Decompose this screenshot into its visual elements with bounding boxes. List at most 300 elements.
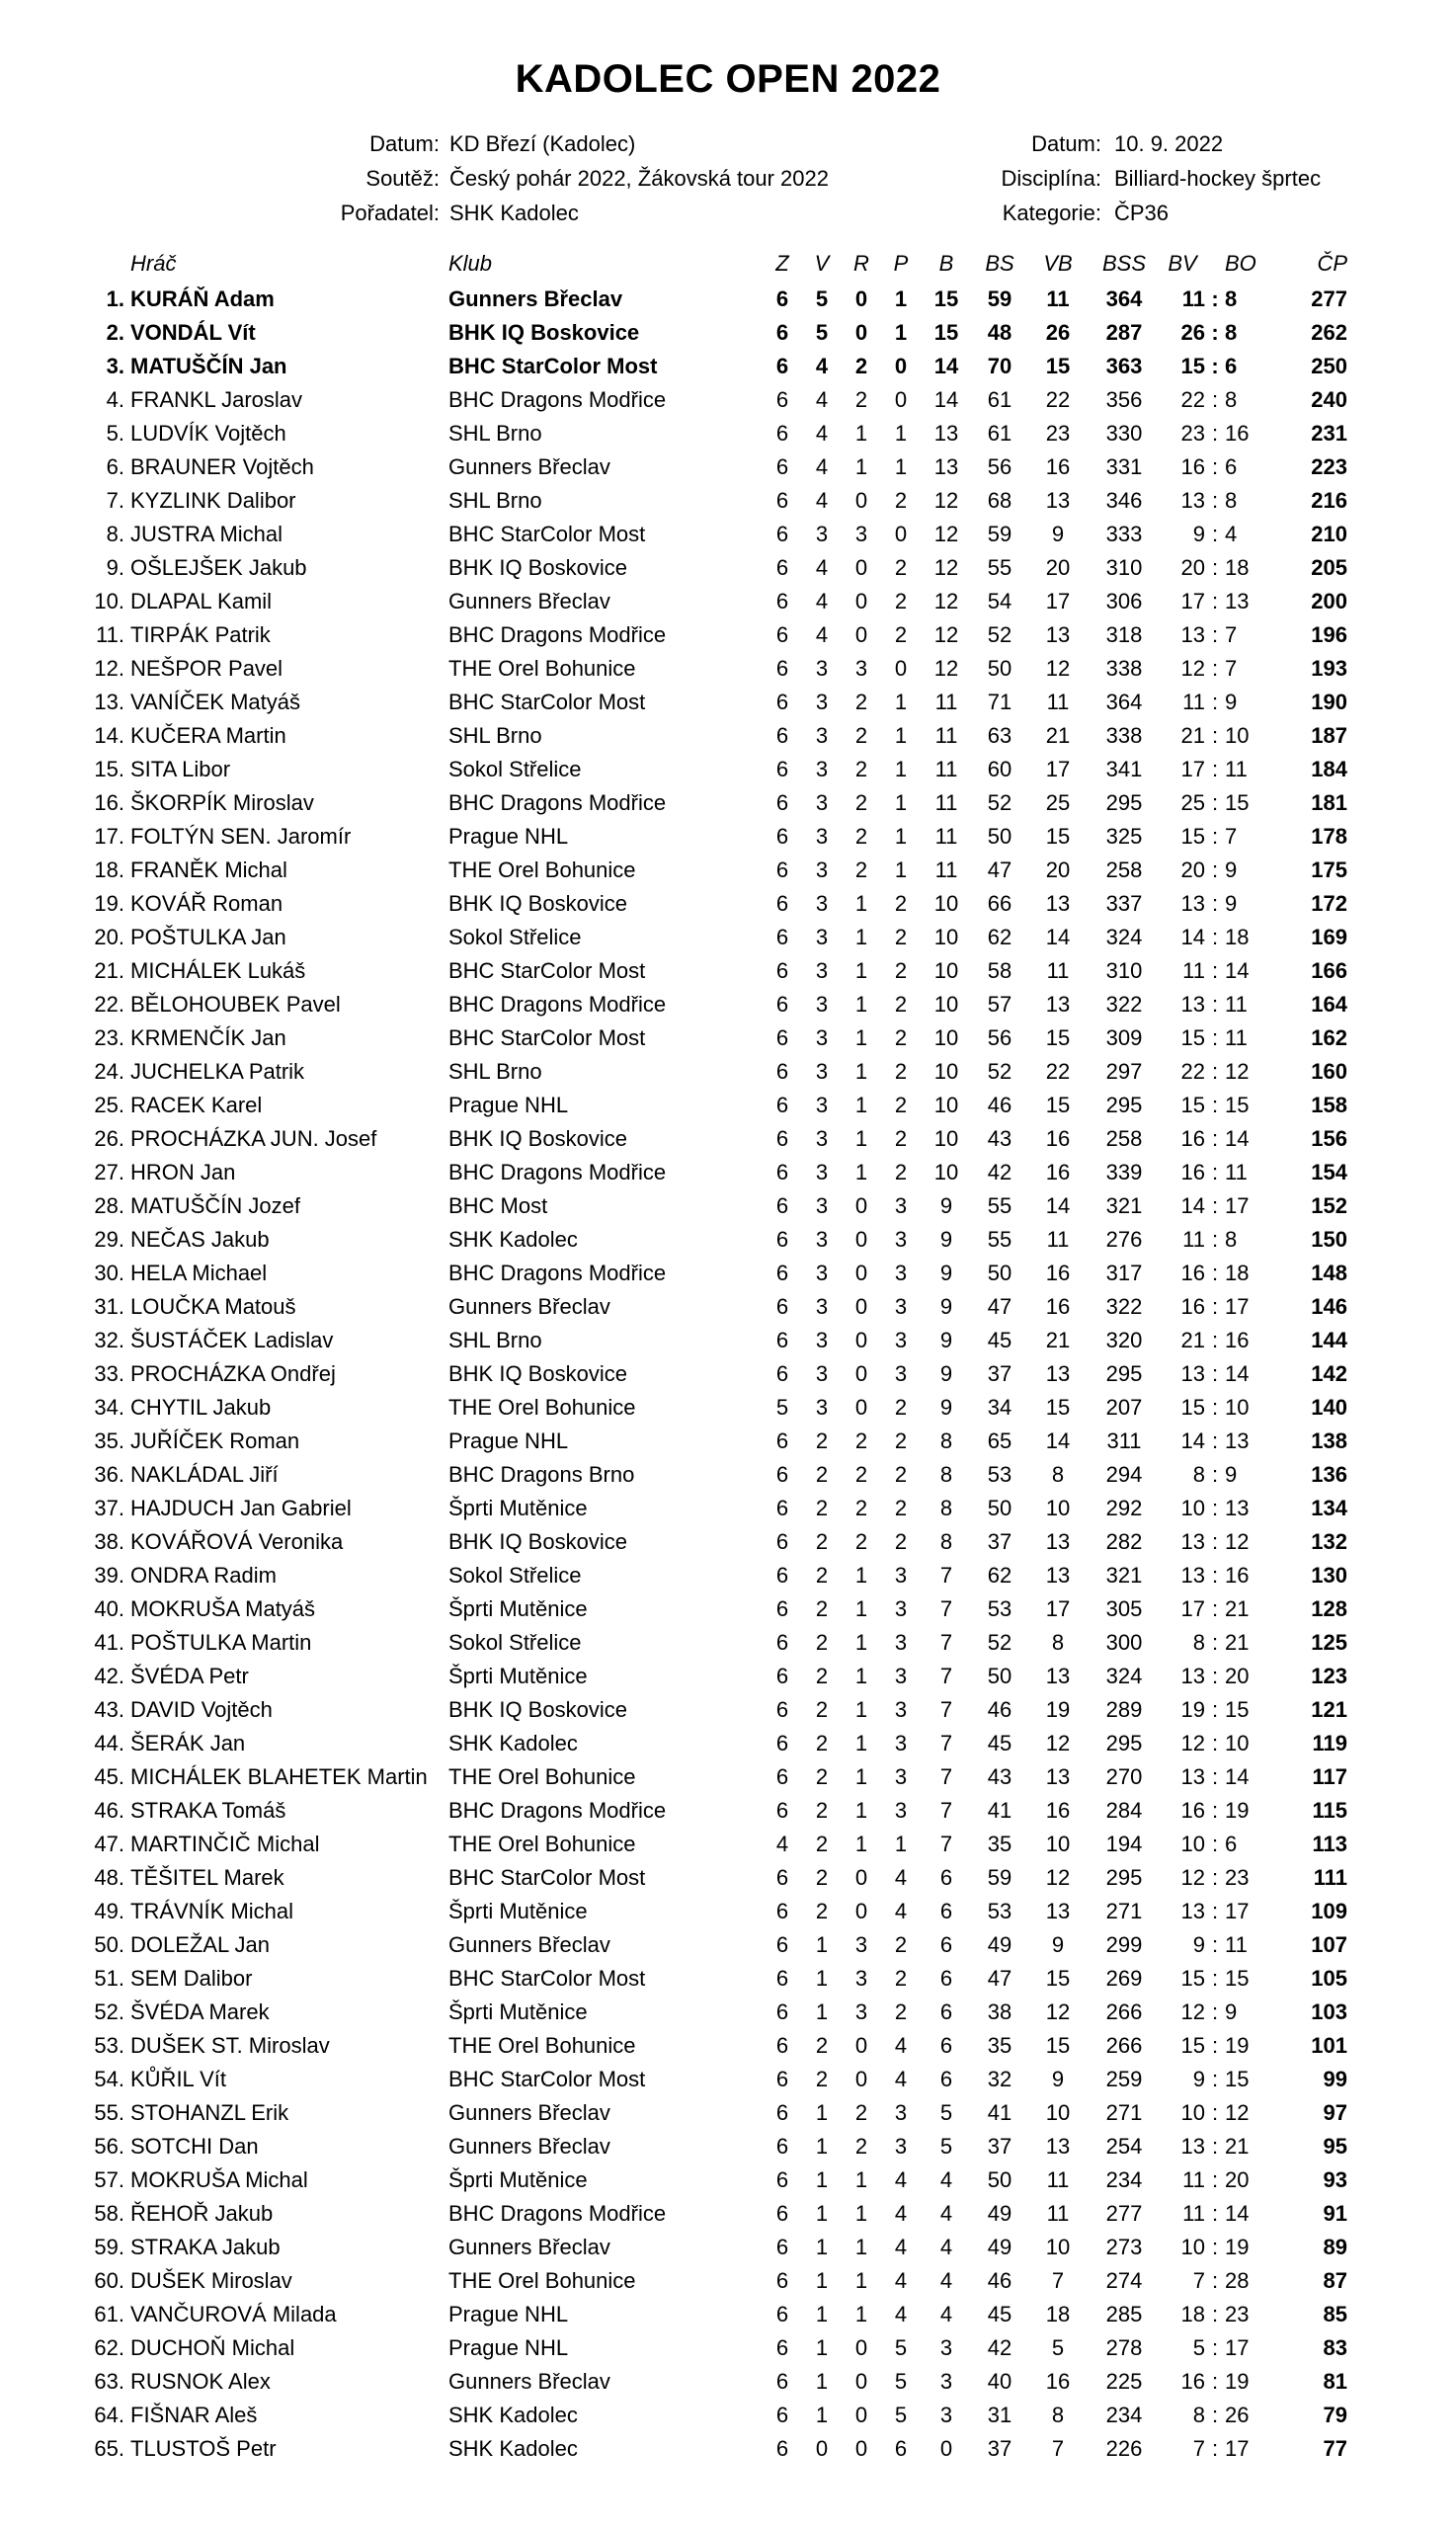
bs-cell: 52	[987, 790, 1012, 815]
bo-cell: 11	[1225, 1160, 1248, 1184]
bv-cell: 16	[1180, 1160, 1205, 1184]
bv-cell: 11	[1182, 690, 1205, 714]
vb-cell: 12	[1045, 1731, 1071, 1755]
r-cell: 1	[854, 454, 868, 479]
p-cell: 0	[894, 522, 908, 546]
rank-cell: 11.	[96, 622, 124, 647]
bs-cell: 34	[987, 1395, 1012, 1420]
p-cell: 1	[894, 320, 908, 345]
r-cell: 2	[854, 757, 868, 781]
cp-cell: 113	[1312, 1832, 1347, 1856]
bs-cell: 37	[987, 1361, 1012, 1386]
v-cell: 2	[815, 1563, 829, 1588]
v-cell: 4	[815, 387, 829, 412]
bo-cell: 16	[1225, 1563, 1250, 1588]
b-cell: 5	[939, 2134, 953, 2159]
bss-cell: 271	[1105, 2100, 1143, 2125]
bv-cell: 13	[1180, 1764, 1205, 1789]
player-name: MOKRUŠA Michal	[130, 2167, 308, 2192]
bss-cell: 321	[1105, 1563, 1143, 1588]
rank-cell: 61.	[94, 2302, 124, 2326]
v-cell: 1	[815, 2369, 829, 2394]
table-row	[85, 283, 1347, 316]
bo-cell: 20	[1225, 2167, 1250, 2192]
bs-cell: 47	[987, 857, 1012, 882]
r-cell: 1	[854, 1697, 868, 1722]
z-cell: 6	[775, 1596, 789, 1621]
bv-cell: 13	[1180, 1899, 1205, 1923]
v-cell: 4	[815, 488, 829, 513]
bv-cell: 13	[1180, 1529, 1205, 1554]
bss-cell: 322	[1105, 992, 1143, 1017]
meta-right-values	[1114, 126, 1321, 230]
bo-cell: 19	[1225, 2235, 1250, 2259]
p-cell: 2	[894, 555, 908, 580]
vb-cell: 14	[1045, 1428, 1071, 1453]
vb-cell: 15	[1045, 1395, 1071, 1420]
cp-cell: 125	[1311, 1630, 1347, 1655]
bss-cell: 363	[1105, 354, 1143, 378]
bss-cell: 274	[1105, 2268, 1143, 2293]
r-cell: 2	[854, 2100, 868, 2125]
bs-cell: 46	[987, 2268, 1012, 2293]
vb-cell: 13	[1045, 1664, 1071, 1688]
bss-cell: 297	[1105, 1059, 1143, 1084]
bv-cell: 16	[1180, 2369, 1205, 2394]
z-cell: 6	[775, 1261, 789, 1285]
bo-cell: 23	[1225, 1865, 1250, 1890]
b-cell: 9	[939, 1361, 953, 1386]
rank-cell: 50.	[94, 1932, 124, 1957]
z-cell: 6	[775, 1899, 789, 1923]
rank-cell: 23.	[94, 1025, 124, 1050]
v-cell: 5	[815, 320, 829, 345]
bss-cell: 194	[1105, 1832, 1143, 1856]
b-cell: 6	[939, 1932, 953, 1957]
r-cell: 0	[854, 320, 868, 345]
b-cell: 10	[933, 1025, 959, 1050]
vb-cell: 8	[1051, 1462, 1065, 1487]
table-row	[85, 2063, 1347, 2096]
bss-cell: 254	[1105, 2134, 1143, 2159]
table-row	[85, 1122, 1347, 1156]
cp-cell: 95	[1323, 2134, 1347, 2159]
bo-cell: 16	[1225, 421, 1250, 446]
b-cell: 9	[939, 1193, 953, 1218]
score-separator: :	[1211, 1462, 1219, 1487]
score-separator: :	[1211, 857, 1219, 882]
z-cell: 6	[775, 992, 789, 1017]
bs-cell: 50	[987, 2167, 1012, 2192]
vb-cell: 13	[1045, 1563, 1071, 1588]
vb-cell: 16	[1045, 1261, 1071, 1285]
player-name: JUŘÍČEK Roman	[130, 1428, 300, 1453]
score-separator: :	[1211, 2100, 1219, 2125]
r-cell: 2	[854, 790, 868, 815]
bv-cell: 5	[1192, 2335, 1205, 2360]
score-separator: :	[1211, 589, 1219, 613]
b-cell: 7	[939, 1731, 953, 1755]
bv-cell: 9	[1192, 1932, 1205, 1957]
bo-cell: 15	[1225, 1697, 1250, 1722]
r-cell: 2	[854, 857, 868, 882]
r-cell: 0	[854, 1193, 868, 1218]
p-cell: 1	[894, 723, 908, 748]
b-cell: 15	[933, 286, 959, 311]
player-name: VANČUROVÁ Milada	[130, 2302, 337, 2326]
r-cell: 0	[854, 622, 868, 647]
vb-cell: 17	[1045, 589, 1071, 613]
meta-label: Disciplína:	[1001, 166, 1101, 191]
bss-cell: 338	[1105, 723, 1143, 748]
r-cell: 0	[854, 2369, 868, 2394]
rank-cell: 56.	[94, 2134, 124, 2159]
b-cell: 3	[939, 2369, 953, 2394]
club-name: SHL Brno	[448, 1328, 542, 1352]
p-cell: 4	[894, 1899, 908, 1923]
b-cell: 8	[939, 1496, 953, 1520]
score-separator: :	[1211, 1664, 1219, 1688]
player-name: TIRPÁK Patrik	[130, 622, 271, 647]
bs-cell: 38	[987, 1999, 1012, 2024]
z-cell: 6	[775, 1462, 789, 1487]
rank-cell: 55.	[94, 2100, 124, 2125]
z-cell: 6	[775, 1093, 789, 1117]
score-separator: :	[1211, 992, 1219, 1017]
bss-cell: 299	[1105, 1932, 1143, 1957]
z-cell: 6	[775, 2335, 789, 2360]
bss-cell: 306	[1105, 589, 1143, 613]
bs-cell: 56	[987, 454, 1012, 479]
r-cell: 1	[854, 2235, 868, 2259]
club-name: BHC StarColor Most	[448, 522, 646, 546]
p-cell: 3	[894, 1563, 908, 1588]
rank-cell: 5.	[106, 421, 124, 446]
bo-cell: 9	[1225, 690, 1238, 714]
bo-cell: 20	[1225, 1664, 1250, 1688]
score-separator: :	[1211, 1764, 1219, 1789]
r-cell: 1	[854, 1563, 868, 1588]
club-name: BHC Dragons Modřice	[448, 622, 667, 647]
bss-cell: 273	[1105, 2235, 1143, 2259]
bss-cell: 277	[1105, 2201, 1143, 2226]
r-cell: 2	[854, 1428, 868, 1453]
vb-cell: 7	[1051, 2268, 1065, 2293]
club-name: Gunners Břeclav	[448, 2100, 610, 2125]
bo-cell: 6	[1225, 1832, 1238, 1856]
p-cell: 3	[894, 2100, 908, 2125]
v-cell: 3	[815, 1227, 829, 1252]
rank-cell: 16.	[94, 790, 124, 815]
bs-cell: 50	[987, 1261, 1012, 1285]
bv-cell: 13	[1180, 622, 1205, 647]
table-row	[85, 2365, 1347, 2399]
bs-cell: 45	[987, 1328, 1012, 1352]
player-name: MOKRUŠA Matyáš	[130, 1596, 316, 1621]
bss-cell: 225	[1105, 2369, 1143, 2394]
table-row	[85, 988, 1347, 1021]
z-cell: 6	[775, 1328, 789, 1352]
club-name: Sokol Střelice	[448, 757, 582, 781]
vb-cell: 26	[1045, 320, 1071, 345]
rank-cell: 2.	[106, 320, 124, 345]
score-separator: :	[1211, 1697, 1219, 1722]
bo-cell: 14	[1225, 958, 1250, 983]
table-row	[85, 954, 1347, 988]
vb-cell: 16	[1045, 1126, 1071, 1151]
player-name: NEČAS Jakub	[130, 1227, 270, 1252]
player-name: STRAKA Tomáš	[130, 1798, 286, 1823]
v-cell: 5	[815, 286, 829, 311]
z-cell: 6	[775, 2403, 789, 2427]
table-row	[85, 1794, 1347, 1828]
cp-cell: 154	[1311, 1160, 1347, 1184]
table-row	[85, 551, 1347, 585]
meta-label: Soutěž:	[365, 166, 440, 191]
bv-cell: 13	[1180, 891, 1205, 916]
rank-cell: 63.	[94, 2369, 124, 2394]
bo-cell: 17	[1225, 2436, 1250, 2461]
cp-cell: 262	[1311, 320, 1347, 345]
vb-cell: 15	[1045, 1025, 1071, 1050]
bss-cell: 356	[1105, 387, 1143, 412]
p-cell: 2	[894, 891, 908, 916]
v-cell: 3	[815, 992, 829, 1017]
vb-cell: 16	[1045, 1294, 1071, 1319]
bss-cell: 295	[1105, 1865, 1143, 1890]
score-separator: :	[1211, 1596, 1219, 1621]
player-name: KUČERA Martin	[130, 723, 286, 748]
header-v: V	[814, 251, 830, 276]
bss-cell: 276	[1105, 1227, 1143, 1252]
table-row	[85, 820, 1347, 854]
v-cell: 2	[815, 1462, 829, 1487]
bo-cell: 9	[1225, 857, 1238, 882]
score-separator: :	[1211, 1630, 1219, 1655]
bss-cell: 207	[1105, 1395, 1143, 1420]
z-cell: 6	[775, 1932, 789, 1957]
bo-cell: 15	[1225, 1093, 1250, 1117]
table-row	[85, 1525, 1347, 1559]
bo-cell: 7	[1225, 622, 1238, 647]
r-cell: 1	[854, 2201, 868, 2226]
bo-cell: 7	[1225, 824, 1238, 849]
r-cell: 1	[854, 2268, 868, 2293]
b-cell: 12	[933, 589, 959, 613]
z-cell: 6	[775, 387, 789, 412]
club-name: Šprti Mutěnice	[448, 1664, 588, 1688]
v-cell: 2	[815, 1664, 829, 1688]
r-cell: 2	[854, 1496, 868, 1520]
table-row	[85, 1727, 1347, 1760]
rank-cell: 59.	[94, 2235, 124, 2259]
cp-cell: 81	[1323, 2369, 1347, 2394]
b-cell: 12	[933, 488, 959, 513]
score-separator: :	[1211, 320, 1219, 345]
bv-cell: 21	[1180, 1328, 1205, 1352]
vb-cell: 22	[1045, 1059, 1071, 1084]
cp-cell: 111	[1313, 1865, 1347, 1890]
b-cell: 7	[939, 1563, 953, 1588]
b-cell: 7	[939, 1764, 953, 1789]
p-cell: 0	[894, 354, 908, 378]
player-name: ŘEHOŘ Jakub	[130, 2201, 274, 2226]
header-bv: BV	[1168, 251, 1197, 276]
v-cell: 3	[815, 1261, 829, 1285]
v-cell: 2	[815, 1798, 829, 1823]
vb-cell: 13	[1045, 1361, 1071, 1386]
meta-value: Billiard-hockey šprtec	[1114, 166, 1322, 191]
table-row	[85, 1895, 1347, 1928]
v-cell: 1	[815, 2302, 829, 2326]
b-cell: 9	[939, 1261, 953, 1285]
club-name: Prague NHL	[448, 2302, 569, 2326]
table-row	[85, 1156, 1347, 1189]
rank-cell: 28.	[94, 1193, 124, 1218]
bss-cell: 324	[1105, 925, 1143, 949]
b-cell: 12	[933, 522, 959, 546]
score-separator: :	[1211, 1731, 1219, 1755]
r-cell: 1	[854, 1798, 868, 1823]
table-row	[85, 1760, 1347, 1794]
p-cell: 3	[894, 1227, 908, 1252]
player-name: SOTCHI Dan	[130, 2134, 259, 2159]
p-cell: 2	[894, 1529, 908, 1554]
z-cell: 6	[775, 2436, 789, 2461]
v-cell: 3	[815, 757, 829, 781]
r-cell: 1	[854, 421, 868, 446]
v-cell: 1	[815, 2167, 829, 2192]
b-cell: 4	[939, 2268, 953, 2293]
rank-cell: 46.	[94, 1798, 124, 1823]
bo-cell: 9	[1225, 891, 1238, 916]
bss-cell: 364	[1105, 690, 1143, 714]
cp-cell: 134	[1311, 1496, 1347, 1520]
b-cell: 4	[939, 2167, 953, 2192]
p-cell: 4	[894, 2201, 908, 2226]
score-separator: :	[1211, 1227, 1219, 1252]
score-separator: :	[1211, 1932, 1219, 1957]
rank-cell: 20.	[94, 925, 124, 949]
player-name: FIŠNAR Aleš	[130, 2403, 258, 2427]
bo-cell: 9	[1225, 1462, 1238, 1487]
player-name: HELA Michael	[130, 1261, 268, 1285]
v-cell: 1	[815, 2100, 829, 2125]
z-cell: 6	[775, 1160, 789, 1184]
player-name: KYZLINK Dalibor	[130, 488, 296, 513]
v-cell: 2	[815, 1428, 829, 1453]
bo-cell: 21	[1225, 2134, 1250, 2159]
b-cell: 10	[933, 891, 959, 916]
vb-cell: 11	[1046, 958, 1070, 983]
club-name: THE Orel Bohunice	[448, 656, 636, 681]
bs-cell: 45	[987, 1731, 1012, 1755]
score-separator: :	[1211, 1160, 1219, 1184]
club-name: Šprti Mutěnice	[448, 1596, 588, 1621]
club-name: Prague NHL	[448, 824, 569, 849]
r-cell: 1	[854, 1630, 868, 1655]
z-cell: 6	[775, 354, 789, 378]
club-name: BHC Most	[448, 1193, 548, 1218]
v-cell: 1	[815, 2134, 829, 2159]
player-name: DAVID Vojtěch	[130, 1697, 273, 1722]
score-separator: :	[1211, 1428, 1219, 1453]
vb-cell: 18	[1045, 2302, 1071, 2326]
v-cell: 3	[815, 723, 829, 748]
player-name: JUSTRA Michal	[130, 522, 283, 546]
p-cell: 2	[894, 1025, 908, 1050]
bv-cell: 15	[1180, 1395, 1205, 1420]
bv-cell: 11	[1182, 1227, 1205, 1252]
cp-cell: 128	[1311, 1596, 1347, 1621]
z-cell: 6	[775, 454, 789, 479]
club-name: THE Orel Bohunice	[448, 2268, 636, 2293]
z-cell: 6	[775, 1126, 789, 1151]
vb-cell: 12	[1045, 656, 1071, 681]
bo-cell: 17	[1225, 1193, 1250, 1218]
bss-cell: 295	[1105, 790, 1143, 815]
table-row	[85, 1693, 1347, 1727]
table-row	[85, 1391, 1347, 1425]
score-separator: :	[1211, 1798, 1219, 1823]
player-name: KRMENČÍK Jan	[130, 1025, 286, 1050]
bs-cell: 50	[987, 656, 1012, 681]
club-name: SHK Kadolec	[448, 2403, 578, 2427]
table-row	[85, 652, 1347, 686]
v-cell: 2	[815, 1697, 829, 1722]
bo-cell: 8	[1225, 286, 1238, 311]
header-r: R	[853, 251, 869, 276]
bv-cell: 8	[1192, 2403, 1205, 2427]
z-cell: 6	[775, 1059, 789, 1084]
club-name: Gunners Břeclav	[448, 2134, 610, 2159]
r-cell: 0	[854, 2335, 868, 2360]
score-separator: :	[1211, 1361, 1219, 1386]
club-name: Gunners Břeclav	[448, 1932, 610, 1957]
bss-cell: 310	[1105, 555, 1143, 580]
meta-label: Pořadatel:	[340, 201, 440, 225]
vb-cell: 9	[1051, 522, 1065, 546]
player-name: LUDVÍK Vojtěch	[130, 421, 286, 446]
bv-cell: 22	[1180, 1059, 1205, 1084]
table-row	[85, 753, 1347, 786]
b-cell: 11	[934, 690, 958, 714]
bo-cell: 6	[1225, 454, 1238, 479]
bv-cell: 17	[1180, 757, 1205, 781]
bv-cell: 22	[1180, 387, 1205, 412]
score-separator: :	[1211, 656, 1219, 681]
v-cell: 2	[815, 1596, 829, 1621]
score-separator: :	[1211, 286, 1219, 311]
bs-cell: 37	[987, 1529, 1012, 1554]
vb-cell: 9	[1051, 1932, 1065, 1957]
cp-cell: 216	[1311, 488, 1347, 513]
r-cell: 2	[854, 723, 868, 748]
vb-cell: 13	[1045, 2134, 1071, 2159]
rank-cell: 57.	[94, 2167, 124, 2192]
vb-cell: 13	[1045, 1764, 1071, 1789]
cp-cell: 231	[1311, 421, 1347, 446]
b-cell: 11	[934, 824, 958, 849]
rank-cell: 38.	[94, 1529, 124, 1554]
meta-left-labels	[217, 126, 440, 230]
bss-cell: 266	[1105, 1999, 1143, 2024]
r-cell: 2	[854, 387, 868, 412]
bss-cell: 287	[1105, 320, 1143, 345]
r-cell: 1	[854, 1832, 868, 1856]
score-separator: :	[1211, 2201, 1219, 2226]
z-cell: 6	[775, 2369, 789, 2394]
